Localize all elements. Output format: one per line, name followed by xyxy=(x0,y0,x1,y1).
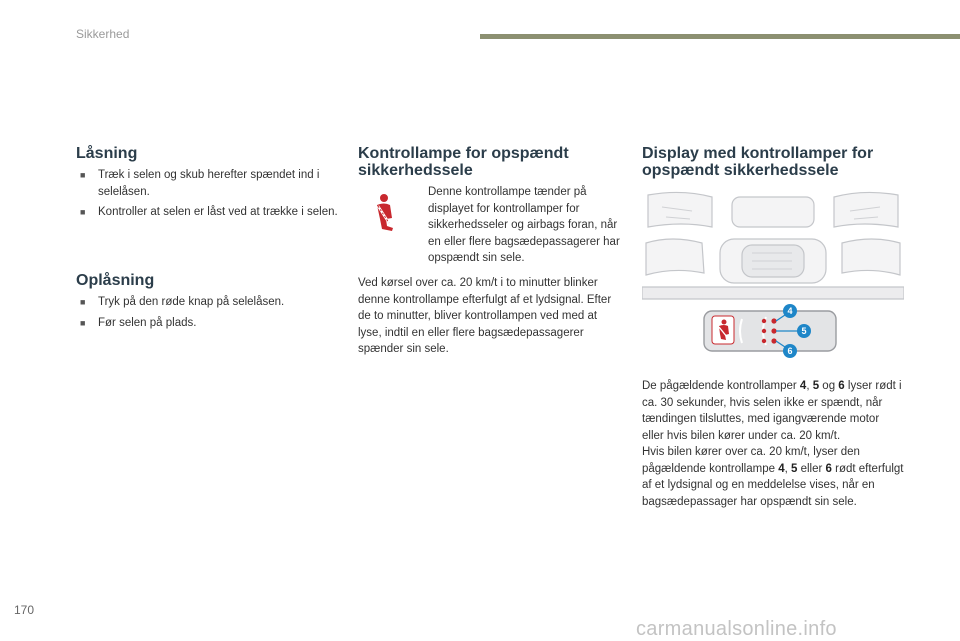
list-item: ■ Før selen på plads. xyxy=(76,315,338,332)
oplasning-list xyxy=(76,294,338,335)
header-accent-bar xyxy=(480,34,960,39)
heading-display: Display med kontrollamper for opspændt sikkerhedssele xyxy=(642,145,874,179)
dashboard-illustration xyxy=(642,187,904,367)
bullet-icon: ■ xyxy=(80,170,86,180)
list-item: ■ Tryk på den røde knap på selelåsen. xyxy=(76,294,338,311)
section-label: Sikkerhed xyxy=(76,27,130,41)
bullet-icon: ■ xyxy=(80,317,86,328)
callout-5-icon xyxy=(797,324,811,338)
list-item: ■ Træk i selen og skub herefter spændet ind i selelåsen. xyxy=(80,169,320,198)
display-body: De pågældende kontrollamper 4, 5 og 6 lyser rødt i ca. 30 sekunder, hvis selen ikke er spændt, når tændingen tilsluttes, med igangværende motor eller hvis bilen kører under ca. 20 km/t. Hvis bilen kører over ca. 20 km/t, lyser den pågældende kontrollampe 4, 5 eller 6 rødt efterfulgt af et lydsignal og en meddelelse vises, når en bagsædepassager har opspændt sin sele. xyxy=(642,380,904,508)
bullet-icon: ■ xyxy=(80,297,86,307)
heading-oplasning: Oplåsning xyxy=(76,272,155,289)
lasning-list xyxy=(76,167,338,225)
callout-6-label: 6 xyxy=(787,346,793,356)
callout-4-icon xyxy=(783,304,797,318)
list-item: ■ Kontroller at selen er låst ved at trække i selen. xyxy=(76,204,338,221)
heading-kontrollampe: Kontrollampe for opspændt sikkerhedssele xyxy=(358,145,569,179)
kontrollampe-body: Ved kørsel over ca. 20 km/t i to minutter blinker denne kontrollampe efterfulgt af et lydsignal. Efter de to minutter, bliver kontrollampen ved med at lyse, indtil en eller flere bagsædepassagerer spænder sin sele. xyxy=(358,277,612,355)
kontrollampe-description: Denne kontrollampe tænder på displayet for kontrollamper for sikkerhedsseler og airbags foran, når en eller flere bagsædepassagerer har opspændt sin sele. xyxy=(428,186,620,264)
bullet-icon: ■ xyxy=(80,207,86,217)
watermark: carmanualsonline.info xyxy=(636,618,837,640)
callout-4-label: 4 xyxy=(787,306,793,316)
callout-6-icon xyxy=(783,344,797,358)
page-number: 170 xyxy=(14,603,35,617)
heading-lasning: Låsning xyxy=(76,145,138,162)
callout-5-label: 5 xyxy=(801,326,807,336)
seatbelt-warning-icon xyxy=(368,192,398,232)
